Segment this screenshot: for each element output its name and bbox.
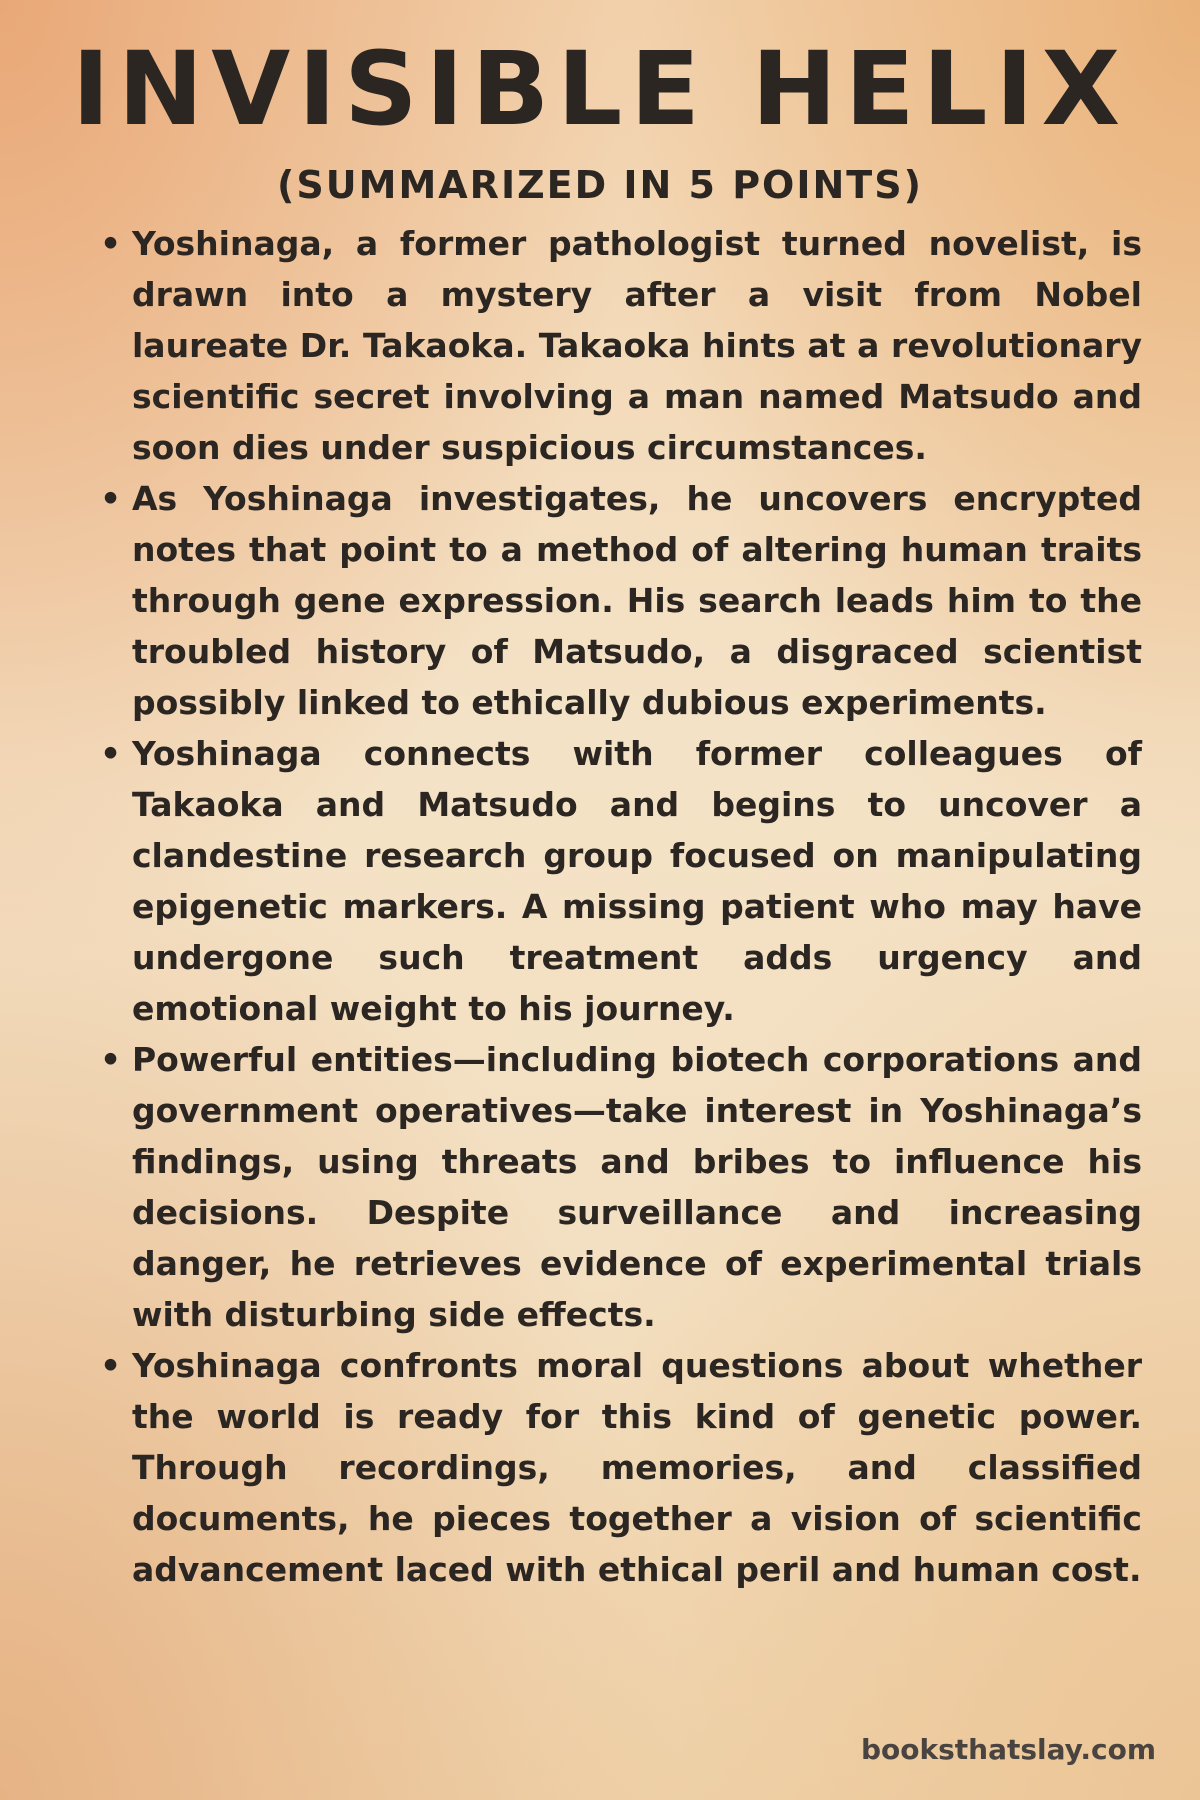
summary-point-text: Yoshinaga confronts moral questions about whether the world is ready for this kind of genetic power. Through recordings, memories, and classified documents, he pieces together a vision of scientific advancement laced with ethical peril and human cost. <box>132 1346 1142 1589</box>
summary-point-5 <box>96 1340 1142 1595</box>
bullet-icon: • <box>100 224 122 263</box>
bullet-icon: • <box>100 1346 122 1385</box>
summary-point-4 <box>96 1034 1142 1340</box>
summary-point-text: Powerful entities—including biotech corporations and government operatives—take interest in Yoshinaga’s findings, using threats and bribes to influence his decisions. Despite surveillance and increasing danger, he retrieves evidence of experimental trials with disturbing side effects. <box>132 1040 1142 1334</box>
summary-point-3 <box>96 728 1142 1034</box>
bullet-icon: • <box>100 479 122 518</box>
summary-point-text: As Yoshinaga investigates, he uncovers encrypted notes that point to a method of altering human traits through gene expression. His search leads him to the troubled history of Matsudo, a disgraced scientist possibly linked to ethically dubious experiments. <box>132 479 1142 722</box>
site-watermark: booksthatslay.com <box>860 1733 1156 1766</box>
page-subtitle: (SUMMARIZED IN 5 POINTS) <box>277 163 923 207</box>
bullet-icon: • <box>100 734 122 773</box>
summary-point-text: Yoshinaga connects with former colleagues of Takaoka and Matsudo and begins to uncover a clandestine research group focused on manipulating epigenetic markers. A missing patient who may have undergone such treatment adds urgency and emotional weight to his journey. <box>132 734 1142 1028</box>
summary-point-2 <box>96 473 1142 728</box>
summary-point-1 <box>96 218 1142 473</box>
bullet-icon: • <box>100 1040 122 1079</box>
summary-points-list <box>96 218 1142 1595</box>
summary-point-text: Yoshinaga, a former pathologist turned novelist, is drawn into a mystery after a visit from Nobel laureate Dr. Takaoka. Takaoka hints at a revolutionary scientific secret involving a man named Matsudo and soon dies under suspicious circumstances. <box>132 224 1142 467</box>
page-title: INVISIBLE HELIX <box>71 30 1129 149</box>
